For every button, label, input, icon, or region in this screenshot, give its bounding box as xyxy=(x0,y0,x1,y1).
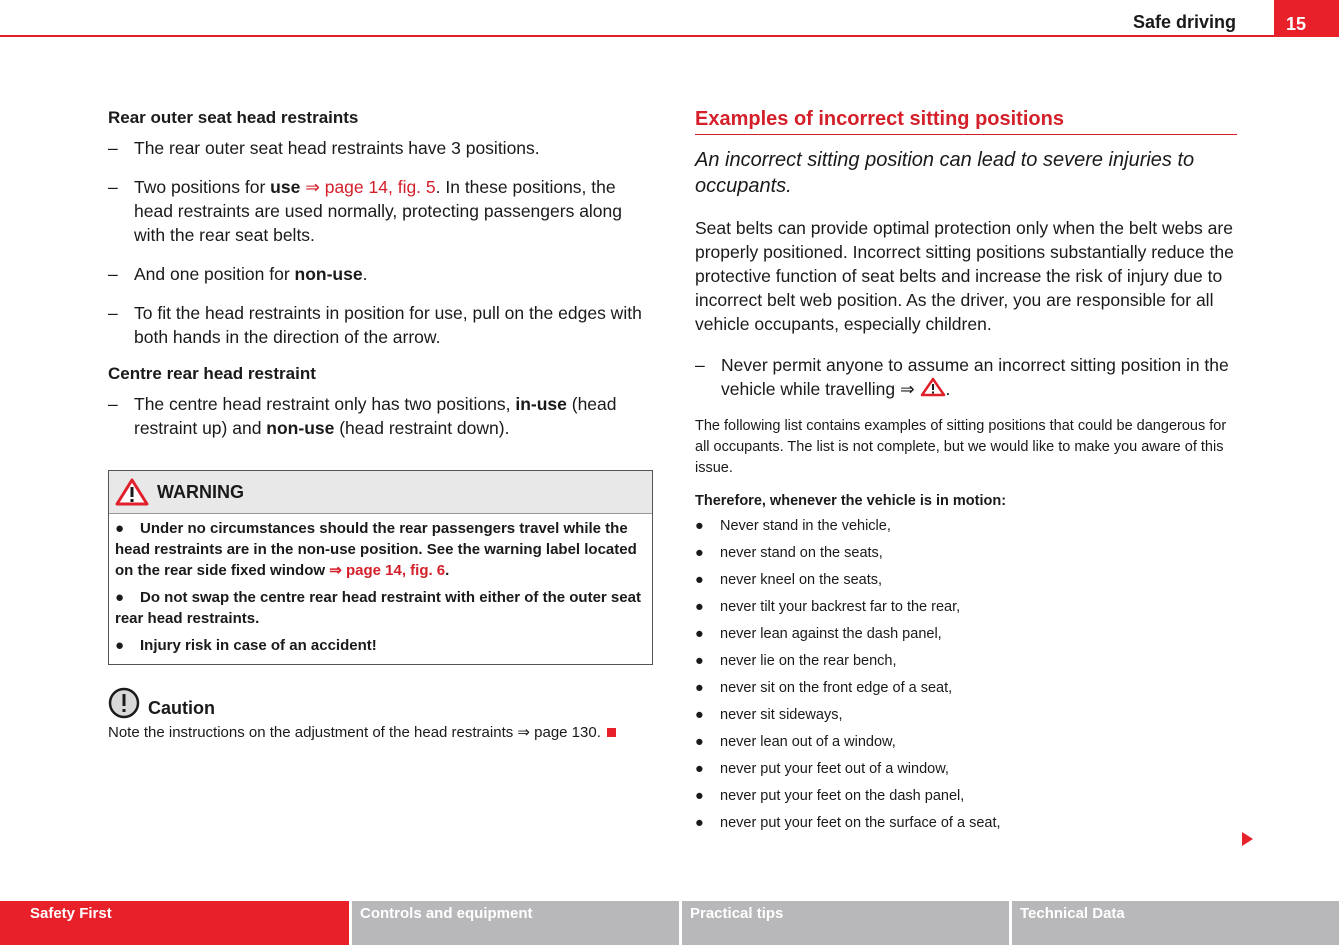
list-item: ● never lie on the rear bench, xyxy=(695,650,1237,677)
page-link[interactable]: page 14, fig. 6 xyxy=(345,562,446,579)
left-column xyxy=(108,108,653,741)
bullet-icon: ● xyxy=(695,788,704,804)
arrow-icon: ⇒ xyxy=(300,177,325,197)
heading-rear-outer: Rear outer seat head restraints xyxy=(108,108,359,127)
list-item: ● never put your feet on the dash panel, xyxy=(695,785,1237,812)
warning-triangle-icon xyxy=(115,478,149,506)
caution-label: Caution xyxy=(148,698,215,718)
header-rule xyxy=(0,35,1339,37)
tab-technical-data[interactable]: Technical Data xyxy=(1012,901,1339,945)
list-item: – And one position for non-use. xyxy=(108,262,653,286)
page-number: 15 xyxy=(1274,0,1339,37)
section-title: Safe driving xyxy=(1132,12,1236,32)
warning-box xyxy=(108,470,653,665)
body-paragraph: Seat belts can provide optimal protection only when the belt webs are properly positioned. Incorrect sitting positions substantially reduce the protective function of seat belts and increase the risk of injury due to incorrect belt web position. As the driver, you are responsible for all vehicle occupants, especially children. xyxy=(695,218,1234,334)
list-item: – The rear outer seat head restraints have 3 positions. xyxy=(108,136,653,160)
list-item: ● never tilt your backrest far to the rear, xyxy=(695,596,1237,623)
intro-text: An incorrect sitting position can lead to severe injuries to occupants. xyxy=(695,149,1195,197)
tab-controls-and-equipment[interactable]: Controls and equipment xyxy=(352,901,679,945)
sitting-positions-list xyxy=(695,515,1237,839)
bullet-icon: ● xyxy=(695,734,704,750)
bullet-icon: ● xyxy=(695,626,704,642)
warning-body xyxy=(109,514,652,664)
warning-bullet: ● Injury risk in case of an accident! xyxy=(115,637,377,654)
bullet-icon: ● xyxy=(695,545,704,561)
tab-practical-tips[interactable]: Practical tips xyxy=(682,901,1009,945)
bullet-icon: ● xyxy=(695,599,704,615)
warning-label: WARNING xyxy=(157,481,244,502)
footer-nav xyxy=(0,901,1339,945)
bullet-icon: ● xyxy=(695,815,704,831)
list-item: – The centre head restraint only has two positions, in-use (head restraint up) and non-use (head restraint down). xyxy=(108,392,653,440)
list-item: ● never lean out of a window, xyxy=(695,731,1237,758)
right-column xyxy=(695,108,1237,839)
bullet-icon: ● xyxy=(115,520,125,537)
list-heading: Therefore, whenever the vehicle is in motion: xyxy=(695,493,1007,509)
list-item: – Never permit anyone to assume an incorrect sitting position in the vehicle while travelling ⇒ . xyxy=(695,353,1237,401)
warning-triangle-icon[interactable] xyxy=(920,377,946,397)
bullet-icon: ● xyxy=(695,572,704,588)
warning-bullet: ● Under no circumstances should the rear passengers travel while the head restraints are in the non-use position. See the warning label located on the rear side fixed window ⇒ page 14, fig. 6. xyxy=(115,520,637,579)
arrow-icon: ⇒ xyxy=(325,562,346,579)
tab-safety-first[interactable]: Safety First xyxy=(0,901,349,945)
bullet-icon: ● xyxy=(695,761,704,777)
list-item: ● never lean against the dash panel, xyxy=(695,623,1237,650)
next-page-arrow-icon[interactable] xyxy=(1242,832,1253,846)
caution-exclamation-icon xyxy=(108,687,140,719)
bullet-icon: ● xyxy=(695,680,704,696)
bullet-icon: ● xyxy=(695,653,704,669)
caution-block xyxy=(108,687,653,741)
list-item: ● never put your feet on the surface of a seat, xyxy=(695,812,1237,839)
caution-text: Note the instructions on the adjustment of the head restraints ⇒ page 130. xyxy=(108,723,653,741)
bullet-icon: ● xyxy=(695,518,704,534)
list-item: ● Never stand in the vehicle, xyxy=(695,515,1237,542)
bullet-icon: ● xyxy=(115,637,125,654)
bullet-icon: ● xyxy=(695,707,704,723)
list-item: ● never stand on the seats, xyxy=(695,542,1237,569)
warning-header xyxy=(109,471,652,514)
small-paragraph: The following list contains examples of sitting positions that could be dangerous for all occupants. The list is not complete, but we would like to make you aware of this issue. xyxy=(695,418,1227,476)
heading-centre-rear: Centre rear head restraint xyxy=(108,364,316,383)
page-link[interactable]: page 14, fig. 5 xyxy=(324,177,436,197)
section-heading: Examples of incorrect sitting positions xyxy=(695,108,1237,135)
list-item: ● never put your feet out of a window, xyxy=(695,758,1237,785)
list-item: – Two positions for use ⇒ page 14, fig. 5. In these positions, the head restraints are used normally, protecting passengers along with the rear seat belts. xyxy=(108,175,653,247)
end-square-icon xyxy=(607,728,616,737)
list-item: ● never sit on the front edge of a seat, xyxy=(695,677,1237,704)
list-item: – To fit the head restraints in position for use, pull on the edges with both hands in the direction of the arrow. xyxy=(108,301,653,349)
warning-bullet: ● Do not swap the centre rear head restraint with either of the outer seat rear head restraints. xyxy=(115,589,641,627)
list-item: ● never sit sideways, xyxy=(695,704,1237,731)
bullet-icon: ● xyxy=(115,589,125,606)
list-item: ● never kneel on the seats, xyxy=(695,569,1237,596)
